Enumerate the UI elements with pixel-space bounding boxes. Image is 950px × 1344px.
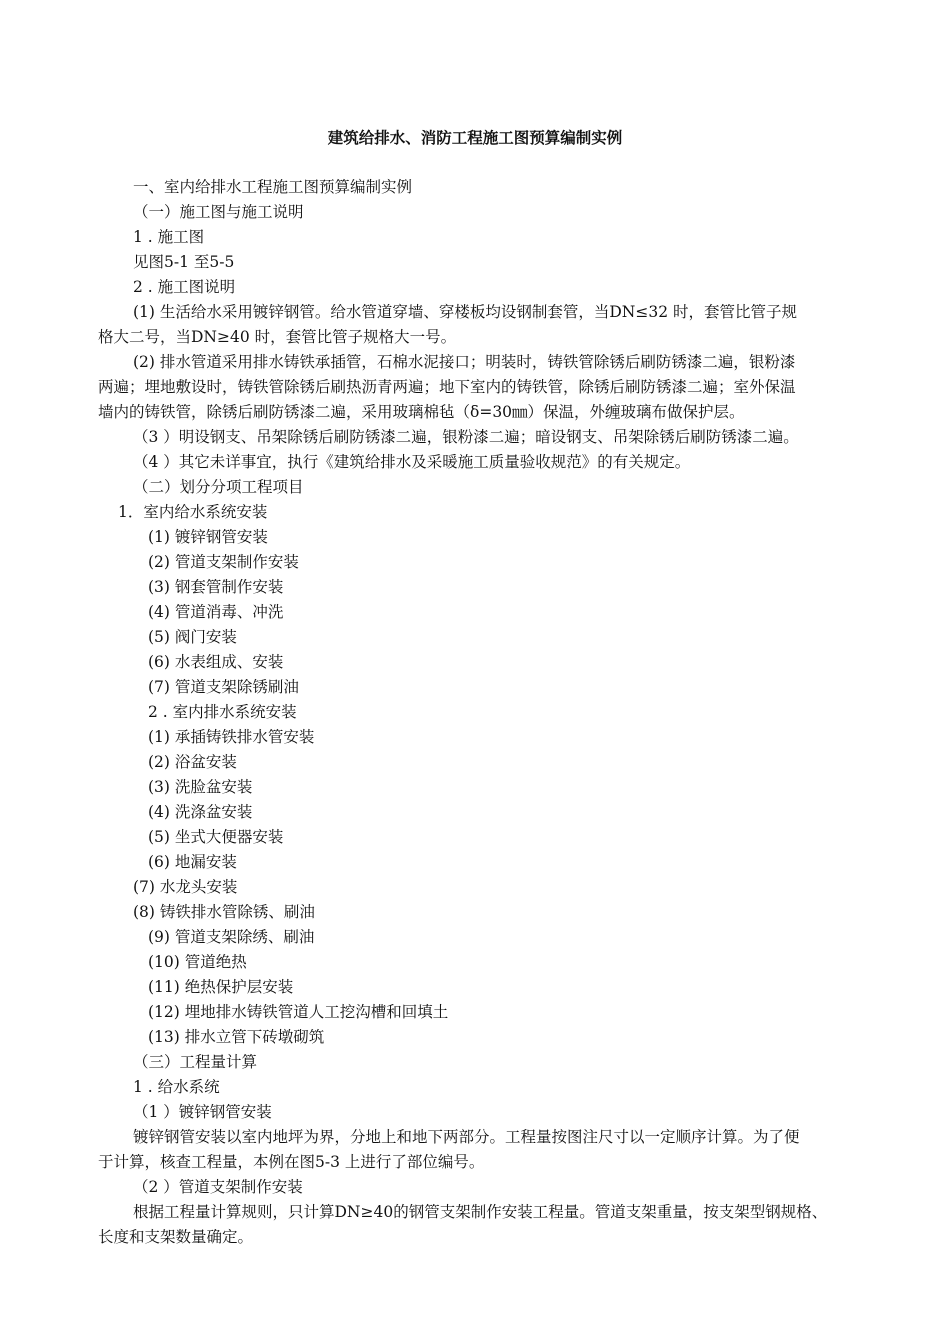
item-heading: 2 . 室内排水系统安装 bbox=[148, 703, 297, 721]
paragraph-line: 格大二号，当DN≥40 时，套管比管子规格大一号。 bbox=[98, 328, 457, 346]
list-item: (11) 绝热保护层安装 bbox=[148, 978, 294, 996]
list-item: (5) 阀门安装 bbox=[148, 628, 237, 646]
subsection-heading: （二）划分分项工程项目 bbox=[133, 478, 304, 496]
item-heading: （2 ）管道支架制作安装 bbox=[133, 1178, 303, 1196]
paragraph-line: （4 ）其它未详事宜，执行《建筑给排水及采暖施工质量验收规范》的有关规定。 bbox=[133, 453, 691, 471]
item-heading: 1．室内给水系统安装 bbox=[118, 503, 268, 521]
list-item: (3) 洗脸盆安装 bbox=[148, 778, 253, 796]
paragraph-line: 长度和支架数量确定。 bbox=[98, 1228, 254, 1246]
subsection-heading: （一）施工图与施工说明 bbox=[133, 203, 304, 221]
paragraph-line: 镀锌钢管安装以室内地坪为界，分地上和地下两部分。工程量按图注尺寸以一定顺序计算。为了便 bbox=[133, 1128, 800, 1146]
list-item: (7) 管道支架除锈刷油 bbox=[148, 678, 299, 696]
list-item: (10) 管道绝热 bbox=[148, 953, 247, 971]
list-item: (9) 管道支架除绣、刷油 bbox=[148, 928, 315, 946]
paragraph-line: 于计算，核查工程量，本例在图5-3 上进行了部位编号。 bbox=[98, 1153, 485, 1171]
list-item: (2) 浴盆安装 bbox=[148, 753, 237, 771]
item-heading: 1 . 给水系统 bbox=[133, 1078, 220, 1096]
section-heading: 一、室内给排水工程施工图预算编制实例 bbox=[133, 178, 413, 196]
paragraph-line: (2) 排水管道采用排水铸铁承插管，石棉水泥接口；明装时，铸铁管除锈后刷防锈漆二遍，银粉漆 bbox=[133, 353, 796, 371]
paragraph-line: 两遍；埋地敷设时，铸铁管除锈后刷热沥青两遍；地下室内的铸铁管，除锈后刷防锈漆二遍；室外保温 bbox=[98, 378, 796, 396]
subsection-heading: （三）工程量计算 bbox=[133, 1053, 258, 1071]
item-heading: （1 ）镀锌钢管安装 bbox=[133, 1103, 272, 1121]
list-item: (5) 坐式大便器安装 bbox=[148, 828, 284, 846]
list-item: (13) 排水立管下砖墩砌筑 bbox=[148, 1028, 325, 1046]
paragraph-line: (1) 生活给水采用镀锌钢管。给水管道穿墙、穿楼板均设钢制套管，当DN≤32 时，套管比管子规 bbox=[133, 303, 798, 321]
list-item: (8) 铸铁排水管除锈、刷油 bbox=[133, 903, 315, 921]
list-item: (4) 管道消毒、冲洗 bbox=[148, 603, 284, 621]
paragraph-line: 墙内的铸铁管，除锈后刷防锈漆二遍，采用玻璃棉毡（δ=30㎜）保温，外缠玻璃布做保护层。 bbox=[98, 403, 745, 421]
list-item: (1) 承插铸铁排水管安装 bbox=[148, 728, 315, 746]
item-heading: 2 . 施工图说明 bbox=[133, 278, 236, 296]
paragraph-line: （3 ）明设钢支、吊架除锈后刷防锈漆二遍，银粉漆二遍；暗设钢支、吊架除锈后刷防锈漆二遍。 bbox=[133, 428, 799, 446]
document-title: 建筑给排水、消防工程施工图预算编制实例 bbox=[327, 129, 623, 147]
item-heading: 1 . 施工图 bbox=[133, 228, 205, 246]
list-item: (6) 水表组成、安装 bbox=[148, 653, 284, 671]
list-item: (4) 洗涤盆安装 bbox=[148, 803, 253, 821]
list-item: (12) 埋地排水铸铁管道人工挖沟槽和回填土 bbox=[148, 1003, 449, 1021]
list-item: (2) 管道支架制作安装 bbox=[148, 553, 299, 571]
paragraph-line: 根据工程量计算规则，只计算DN≥40的钢管支架制作安装工程量。管道支架重量，按支架型钢规格、 bbox=[133, 1203, 828, 1221]
list-item: (1) 镀锌钢管安装 bbox=[148, 528, 268, 546]
paragraph-line: 见图5-1 至5-5 bbox=[133, 253, 235, 271]
list-item: (3) 钢套管制作安装 bbox=[148, 578, 284, 596]
list-item: (7) 水龙头安装 bbox=[133, 878, 238, 896]
list-item: (6) 地漏安装 bbox=[148, 853, 237, 871]
